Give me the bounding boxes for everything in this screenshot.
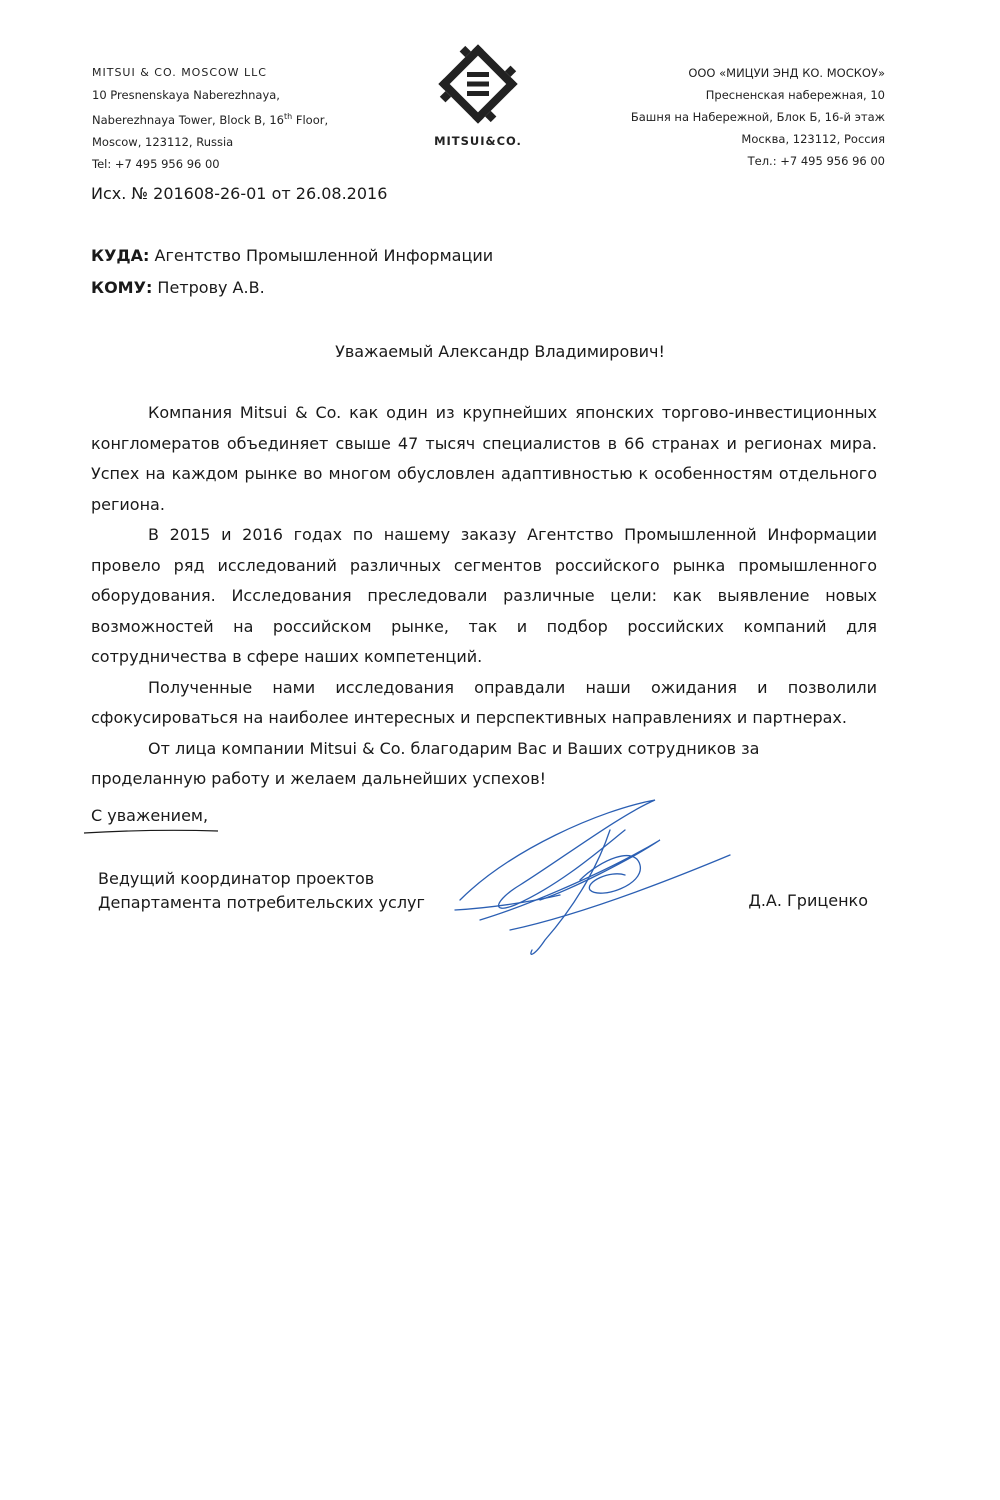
handwritten-underline (82, 827, 222, 837)
body-paragraph: Полученные нами исследования оправдали наши ожидания и позволили сфокусироваться на наиболее интересных и перспективных направлениях и партнерах. (91, 677, 877, 727)
company-logo (428, 38, 528, 148)
logo-wordmark: MITSUI&CO. (434, 134, 522, 148)
sender-address-line: 10 Presnenskaya Naberezhnaya, (92, 88, 280, 102)
sender-phone-en: Tel: +7 495 956 96 00 (92, 156, 220, 171)
sender-address-en (92, 62, 328, 175)
sender-phone-ru: Тел.: +7 495 956 96 00 (747, 154, 885, 168)
signer-name: Д.А. Гриценко (748, 891, 868, 910)
recipient-organization (91, 246, 493, 265)
outgoing-reference: Исх. № 201608-26-01 от 26.08.2016 (91, 184, 388, 203)
recipient-whom-value: Петрову А.В. (152, 278, 265, 297)
handwritten-signature (450, 790, 740, 970)
body-paragraph: Компания Mitsui & Co. как один из крупнейших японских торгово-инвестиционных конгломератов объединяет свыше 47 тысяч специалистов в 66 странах и регионах мира. Успех на каждом рынке во многом обусловлен адаптивностью к особенностям отдельного региона. (91, 403, 877, 514)
sender-company-ru: ООО «МИЦУИ ЭНД КО. МОСКОУ» (688, 66, 885, 80)
closing: С уважением, (91, 806, 209, 825)
recipient-person (91, 278, 265, 297)
signer-position-line: Ведущий координатор проектов (98, 869, 375, 888)
sender-address-ru (631, 62, 885, 172)
signer-position (98, 867, 425, 915)
body-paragraph: В 2015 и 2016 годах по нашему заказу Агентство Промышленной Информации провело ряд исследований различных сегментов российского рынка промышленного оборудования. Исследования преследовали различные цели: как выявление новых возможностей на российском рынке, так и подбор российских компаний для сотрудничества в сфере наших компетенций. (91, 525, 877, 666)
recipient-to-value: Агентство Промышленной Информации (149, 246, 494, 265)
sender-address-line: Naberezhnaya Tower, Block B, 16th Floor, (92, 112, 329, 127)
recipient-to-label: КУДА: (91, 246, 150, 265)
greeting: Уважаемый Александр Владимирович! (335, 342, 665, 361)
sender-company-en: MITSUI & CO. MOSCOW LLC (92, 66, 267, 79)
sender-address-line: Moscow, 123112, Russia (92, 134, 234, 149)
sender-address-line: Башня на Набережной, Блок Б, 16-й этаж (630, 110, 885, 124)
recipient-whom-label: КОМУ: (91, 278, 153, 297)
body-paragraph: От лица компании Mitsui & Co. благодарим Вас и Ваших сотрудников за проделанную работу и желаем дальнейших успехов! (91, 738, 760, 788)
signer-position-line: Департамента потребительских услуг (98, 893, 425, 912)
mitsui-logo-icon (432, 38, 524, 130)
sender-address-line: Москва, 123112, Россия (741, 132, 885, 146)
sender-address-line: Пресненская набережная, 10 (705, 88, 885, 102)
letter-body (91, 398, 877, 795)
